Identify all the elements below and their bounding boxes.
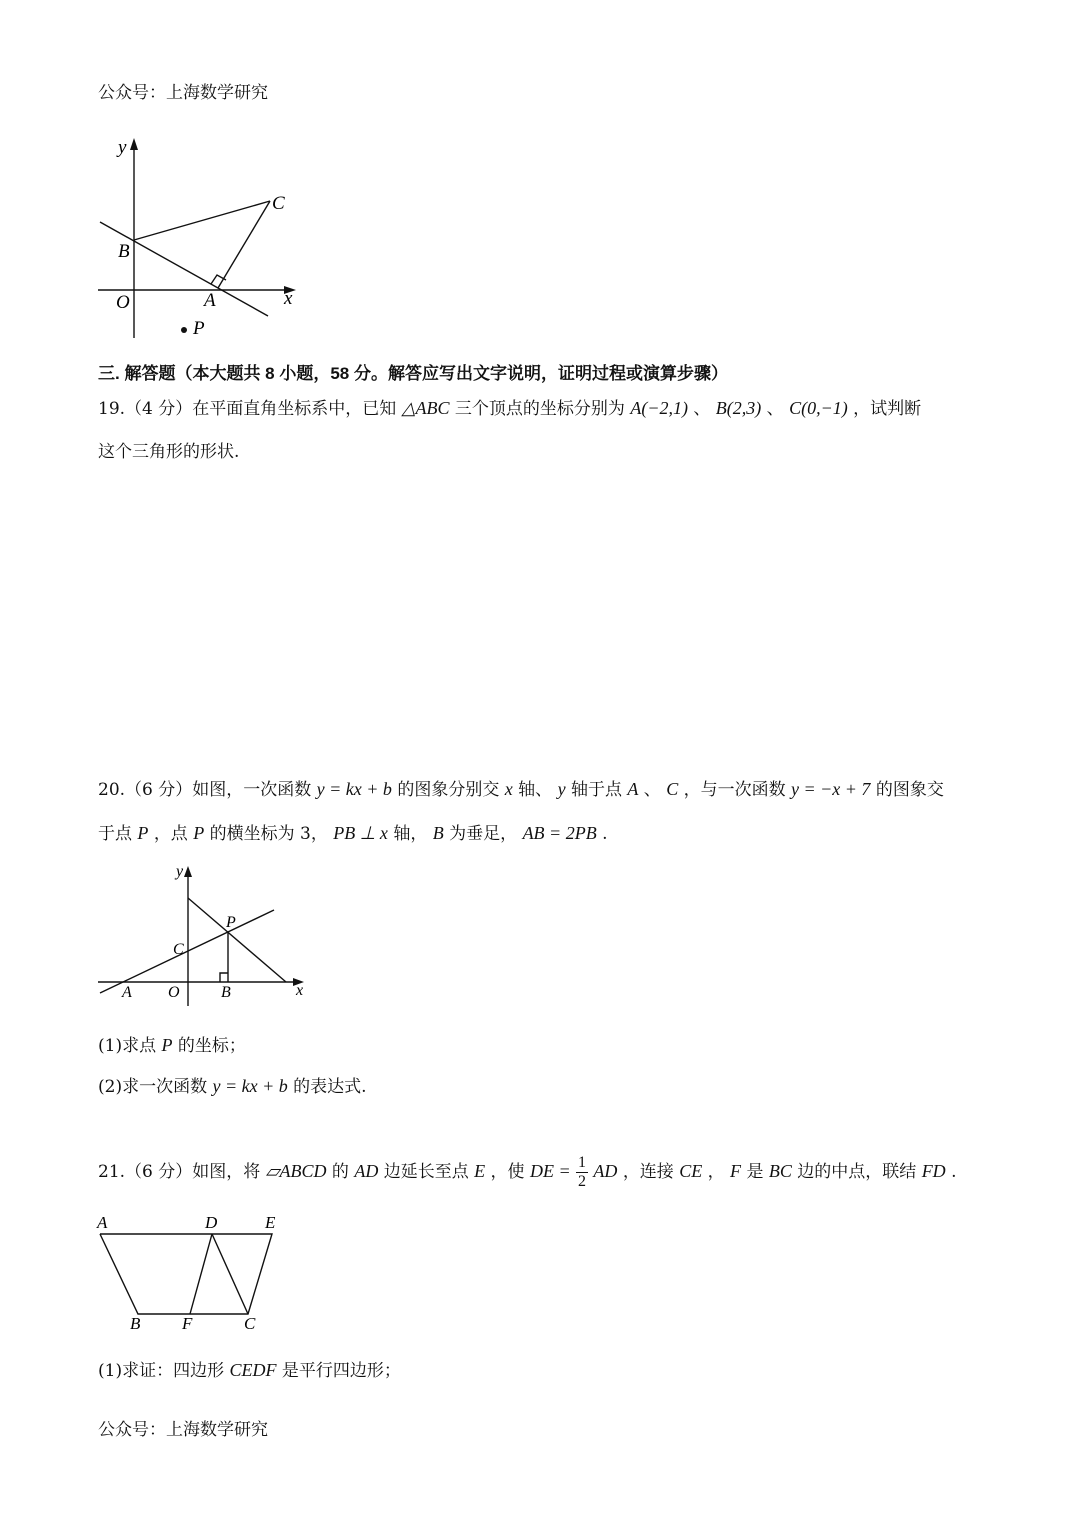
line-ac — [100, 910, 274, 993]
q20-text-5: ，与一次函数 — [683, 780, 786, 800]
q19-point-a: A(−2,1) — [630, 398, 688, 418]
q20-text-11: 为垂足， — [449, 824, 518, 844]
q21-text-6: ， — [707, 1162, 725, 1182]
q20-sub-2 — [98, 1072, 367, 1097]
q19-triangle: △ABC — [401, 398, 450, 418]
figure-q18 — [90, 130, 320, 345]
q21-text-4: ，使 — [490, 1162, 525, 1182]
parallelogram-outline — [100, 1234, 272, 1314]
q21-fraction-num: 1 — [578, 1154, 586, 1171]
label-o: O — [168, 984, 180, 1001]
q21-e: E — [474, 1161, 486, 1181]
question-19 — [98, 394, 921, 419]
q20-sub1-text: (1)求点 — [98, 1036, 157, 1056]
q21-text-8: 边的中点，联结 — [797, 1162, 917, 1182]
label-x: x — [284, 288, 293, 309]
q19-point-c: C(0,−1) — [789, 398, 848, 418]
q20-sub2-text-2: 的表达式. — [293, 1077, 367, 1097]
figure-q20 — [92, 860, 322, 1010]
q21-sub1-quad: CEDF — [229, 1360, 277, 1380]
q20-sub-1 — [98, 1031, 246, 1056]
question-20 — [98, 775, 944, 800]
q20-sub2-text: (2)求一次函数 — [98, 1077, 208, 1097]
q20-perp: PB ⊥ x — [333, 823, 388, 843]
q19-text-3: ，试判断 — [853, 399, 922, 419]
q21-ce: CE — [679, 1161, 703, 1181]
q20-function-2: y = −x + 7 — [791, 779, 871, 799]
q21-text-2: 的 — [331, 1162, 349, 1182]
q20-text-9: 的横坐标为 3， — [209, 824, 328, 844]
q19-sep-2: 、 — [766, 399, 784, 419]
label-b: B — [130, 1314, 141, 1333]
q20-text-10: 轴， — [393, 824, 428, 844]
q21-text-5: ，连接 — [622, 1162, 674, 1182]
label-c: C — [244, 1314, 256, 1333]
label-a: A — [204, 290, 216, 311]
segment-dc — [212, 1234, 248, 1314]
label-d: D — [205, 1213, 218, 1232]
q20-y: y — [557, 779, 566, 799]
q21-text-3: 边延长至点 — [383, 1162, 469, 1182]
q21-text-1: 21.（6 分）如图，将 — [98, 1162, 261, 1182]
q20-sub1-text-2: 的坐标； — [177, 1036, 246, 1056]
label-y: y — [176, 863, 184, 880]
label-o: O — [116, 292, 130, 313]
label-a: A — [122, 984, 132, 1001]
q21-ad: AD — [354, 1161, 379, 1181]
label-b: B — [118, 241, 130, 262]
q21-f: F — [730, 1161, 742, 1181]
q20-p-1: P — [137, 823, 149, 843]
section-heading: 三. 解答题（本大题共 8 小题，58 分。解答应写出文字说明，证明过程或演算步骤） — [98, 364, 728, 383]
figure-q21 — [92, 1210, 322, 1335]
q20-a: A — [627, 779, 639, 799]
q21-fd: FD — [921, 1161, 946, 1181]
q20-text-1: 20.（6 分）如图，一次函数 — [98, 780, 312, 800]
q19-text-1: 19.（4 分）在平面直角坐标系中，已知 — [98, 399, 397, 419]
q21-sub1-text: (1)求证：四边形 — [98, 1361, 225, 1381]
q21-parallelogram: ▱ABCD — [265, 1161, 327, 1181]
label-b: B — [221, 984, 231, 1001]
q20-equation: AB = 2PB — [522, 823, 597, 843]
q20-x: x — [504, 779, 513, 799]
q21-text-7: 是 — [746, 1162, 764, 1182]
q20-sub2-function: y = kx + b — [212, 1076, 288, 1096]
label-f: F — [182, 1314, 193, 1333]
q21-bc: BC — [768, 1161, 792, 1181]
label-y: y — [118, 137, 127, 158]
q20-p-2: P — [193, 823, 205, 843]
label-c: C — [173, 941, 184, 958]
label-p: P — [226, 914, 236, 931]
q21-fraction-den: 2 — [578, 1173, 586, 1190]
q19-sep-1: 、 — [693, 399, 711, 419]
page-footer: 公众号：上海数学研究 — [98, 1420, 268, 1440]
q20-b: B — [432, 823, 444, 843]
q21-fraction — [576, 1154, 588, 1191]
q20-text-3: 轴、 — [518, 780, 553, 800]
point-p — [181, 327, 187, 333]
question-21 — [98, 1154, 957, 1191]
q19-point-b: B(2,3) — [715, 398, 762, 418]
q21-sub1-text-2: 是平行四边形； — [281, 1361, 401, 1381]
q20-line-2 — [98, 819, 608, 844]
q20-text-6: 的图象交 — [875, 780, 944, 800]
segment-fd — [190, 1234, 212, 1314]
q20-text-12: . — [602, 824, 608, 844]
q20-text-7: 于点 — [98, 824, 132, 844]
right-angle-mark — [220, 973, 228, 982]
q21-sub-1 — [98, 1356, 401, 1381]
label-x: x — [296, 982, 304, 999]
q20-sep: 、 — [643, 780, 661, 800]
right-angle-mark — [211, 275, 226, 284]
q21-text-9: . — [951, 1162, 957, 1182]
q20-c: C — [666, 779, 679, 799]
label-a: A — [97, 1213, 108, 1232]
q19-line-2: 这个三角形的形状. — [98, 442, 240, 462]
label-e: E — [265, 1213, 276, 1232]
q20-sub1-p: P — [161, 1035, 173, 1055]
page-header: 公众号：上海数学研究 — [98, 83, 268, 103]
q20-text-4: 轴于点 — [570, 780, 622, 800]
q20-text-2: 的图象分别交 — [397, 780, 500, 800]
label-p: P — [193, 318, 205, 339]
q19-text-2: 三个顶点的坐标分别为 — [454, 399, 625, 419]
label-c: C — [272, 193, 285, 214]
q20-text-8: ，点 — [153, 824, 188, 844]
q20-function-1: y = kx + b — [316, 779, 392, 799]
q21-de: DE = — [529, 1161, 571, 1181]
q21-ad-2: AD — [593, 1161, 618, 1181]
